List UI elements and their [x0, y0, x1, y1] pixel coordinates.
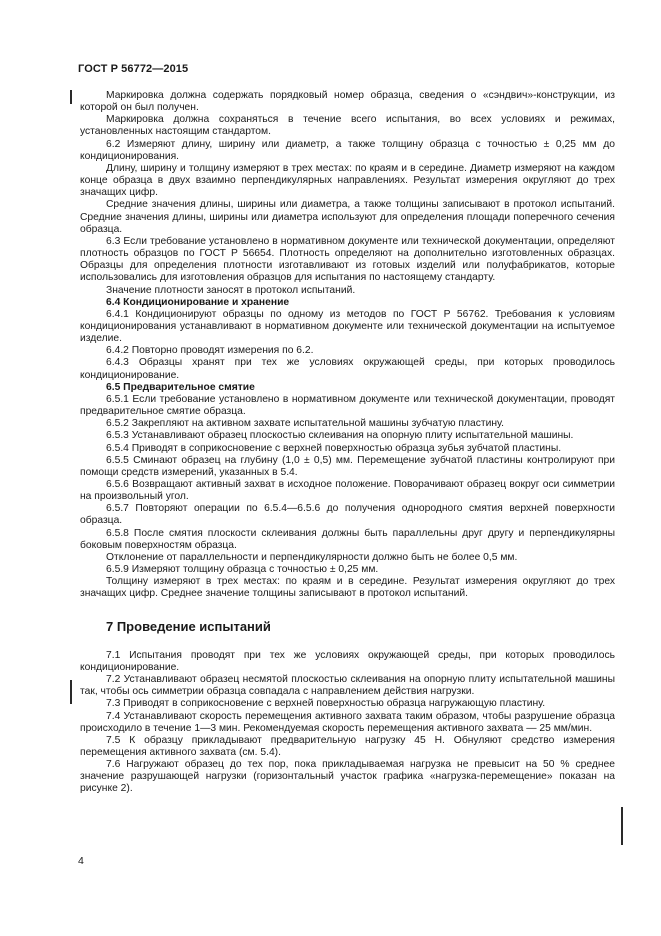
document-body [80, 90, 615, 796]
paragraph: 7.2 Устанавливают образец несмятой плоскостью склеивания на опорную плиту испытательной машины так, чтобы ось симметрии образца совпадала с направлением действия нагрузки. [80, 674, 615, 698]
paragraph: Маркировка должна содержать порядковый номер образца, сведения о «сэндвич»-конструкции, из которой он был получен. [80, 90, 615, 114]
paragraph: 7.3 Приводят в соприкосновение с верхней поверхностью образца нагружающую пластину. [106, 698, 546, 710]
paragraph: 6.4.2 Повторно проводят измерения по 6.2. [106, 345, 314, 357]
paragraph: Средние значения длины, ширины или диаметра, а также толщины записывают в протокол испытаний. Средние значения длины, ширины или диаметра используют для определения площади поперечного сечения образца. [80, 199, 615, 235]
revision-bar [70, 90, 72, 104]
paragraph: 6.5.5 Сминают образец на глубину (1,0 ± 0,5) мм. Перемещение зубчатой пластины контролируют при помощи средств измерений, указанных в 5.4. [80, 454, 615, 478]
subsection-heading: 6.4 Кондиционирование и хранение [106, 296, 290, 308]
paragraph: 6.4.1 Кондиционируют образцы по одному из методов по ГОСТ Р 56762. Требования к условиям кондиционирования устанавливают в нормативном документе или технической документации на испытуемое изделие. [80, 308, 615, 345]
page-number: 4 [78, 855, 84, 867]
paragraph: Отклонение от параллельности и перпендикулярности должно быть не более 0,5 мм. [106, 551, 518, 563]
paragraph: 6.3 Если требование установлено в нормативном документе или технической документации, определяют плотность образцов по ГОСТ Р 56654. Плотность определяют на дополнительно изготовленных образцах. Образцы для определения плотности изготавливают из готовых изделий или полуфабрикатов, которые использовались для изготовления образцов для испытания по настоящему стандарту. [80, 235, 615, 284]
paragraph: Значение плотности заносят в протокол испытаний. [106, 284, 356, 296]
paragraph: 7.6 Нагружают образец до тех пор, пока прикладываемая нагрузка не превысит на 50 % среднее значение разрушающей нагрузки (горизонтальный участок графика «нагрузка-перемещение» показан на рисунке 2). [80, 759, 615, 795]
paragraph: 7.4 Устанавливают скорость перемещения активного захвата таким образом, чтобы разрушение образца происходило в течение 1—3 мин. Рекомендуемая скорость перемещения активного захвата — 25 мм/мин. [80, 710, 615, 734]
paragraph: 6.5.4 Приводят в соприкосновение с верхней поверхностью образца зубья зубчатой пластины. [106, 442, 562, 454]
paragraph: 7.5 К образцу прикладывают предварительную нагрузку 45 Н. Обнуляют средство измерения перемещения активного захвата (см. 5.4). [80, 734, 615, 758]
paragraph: Толщину измеряют в трех местах: по краям и в середине. Результат измерения округляют до трех значащих цифр. Среднее значение толщины записывают в протокол испытаний. [80, 576, 615, 600]
paragraph: 6.5.3 Устанавливают образец плоскостью склеивания на опорную плиту испытательной машины. [106, 430, 574, 442]
paragraph: 7.1 Испытания проводят при тех же условиях окружающей среды, при которых проводилось кондиционирование. [80, 649, 615, 673]
section-heading: 7 Проведение испытаний [106, 618, 271, 634]
paragraph: 6.2 Измеряют длину, ширину или диаметр, а также толщину образца с точностью ± 0,25 мм до кондиционирования. [80, 138, 615, 162]
paragraph: Длину, ширину и толщину измеряют в трех местах: по краям и в середине. Диаметр измеряют на каждом конце образца в двух взаимно перпендикулярных направлениях. Результат измерения округляют до трех значащих цифр. [80, 162, 615, 199]
paragraph: 6.5.1 Если требование установлено в нормативном документе или технической документации, проводят предварительное смятие образца. [80, 393, 615, 418]
paragraph: 6.5.6 Возвращают активный захват в исходное положение. Поворачивают образец вокруг оси симметрии на произвольный угол. [80, 479, 615, 503]
paragraph: 6.5.8 После смятия плоскости склеивания должны быть параллельны друг другу и перпендикулярны боковым поверхностям образца. [80, 527, 615, 551]
paragraph: 6.5.2 Закрепляют на активном захвате испытательной машины зубчатую пластину. [106, 418, 505, 430]
subsection-heading: 6.5 Предварительное смятие [106, 381, 255, 393]
paragraph: 6.5.9 Измеряют толщину образца с точностью ± 0,25 мм. [106, 564, 379, 576]
revision-bar [70, 680, 72, 704]
standard-header: ГОСТ Р 56772—2015 [78, 63, 189, 75]
paragraph: 6.4.3 Образцы хранят при тех же условиях окружающей среды, при которых проводилось кондиционирование. [80, 357, 615, 381]
paragraph: 6.5.7 Повторяют операции по 6.5.4—6.5.6 до получения однородного смятия верхней поверхности образца. [80, 503, 615, 527]
revision-bar [621, 807, 623, 845]
paragraph: Маркировка должна сохраняться в течение всего испытания, во всех условиях и режимах, установленных настоящим стандартом. [80, 114, 615, 138]
